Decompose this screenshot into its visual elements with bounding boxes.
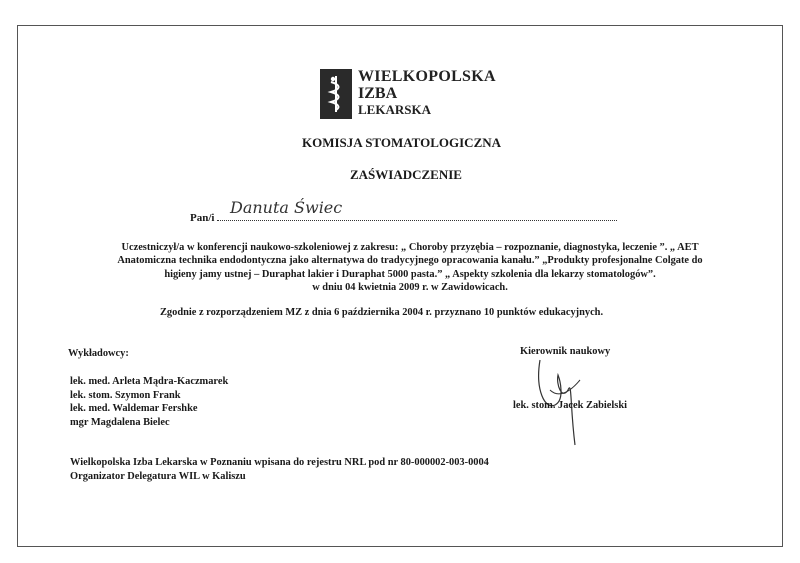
lecturer-name: lek. stom. Szymon Frank [70,389,181,401]
lecturer-name: mgr Magdalena Bielec [70,416,170,428]
attendance-text-line3: higieny jamy ustnej – Duraphat lakier i Duraphat 5000 pasta.” „ Aspekty szkolenia dla lekarzy stomatologów”. [164,268,656,280]
attendance-text-line4: w dniu 04 kwietnia 2009 r. w Zawidowicach. [312,281,508,293]
org-logo [320,69,496,119]
lecturer-name: lek. med. Waldemar Fershke [70,403,198,415]
org-name-line2: IZBA [358,84,398,102]
recipient-label: Pan/i [190,212,215,224]
lecturers-title: Wykładowcy: [68,348,129,359]
regulation-text: Zgodnie z rozporządzeniem MZ z dnia 6 października 2004 r. przyznano 10 punktów edukacyjnych. [160,307,604,318]
registry-text: Wielkopolska Izba Lekarska w Poznaniu wpisana do rejestru NRL pod nr 80-000002-003-0004 [70,457,489,468]
supervisor-title: Kierownik naukowy [520,346,611,357]
lecturer-name: lek. med. Arleta Mądra-Kaczmarek [70,376,229,387]
org-name-line1: WIELKOPOLSKA [358,68,496,85]
attendance-text-line2: Anatomiczna technika endodontyczna jako alternatywa do tradycyjnego opracowania kanału.” „Produkty profesjonalne Colgate do [117,255,703,267]
document-title: ZAŚWIADCZENIE [350,167,462,182]
org-name-line3: LEKARSKA [358,101,431,117]
caduceus-emblem-icon [320,69,352,119]
lecturers-list [70,375,228,429]
attendance-text-line1: Uczestniczył/a w konferencji naukowo-szkoleniowej z zakresu: „ Choroby przyzębia – rozpoznanie, diagnostyka, leczenie ”. „ AET [121,242,699,253]
committee-heading: KOMISJA STOMATOLOGICZNA [302,135,502,150]
org-name [358,69,496,116]
attendance-text [70,241,750,294]
supervisor-name: lek. stom. Jacek Zabielski [513,400,628,411]
organizer-text: Organizator Delegatura WIL w Kaliszu [70,470,246,482]
recipient-name-handwritten: Danuta Świec [230,198,343,217]
footer-text [70,456,489,483]
